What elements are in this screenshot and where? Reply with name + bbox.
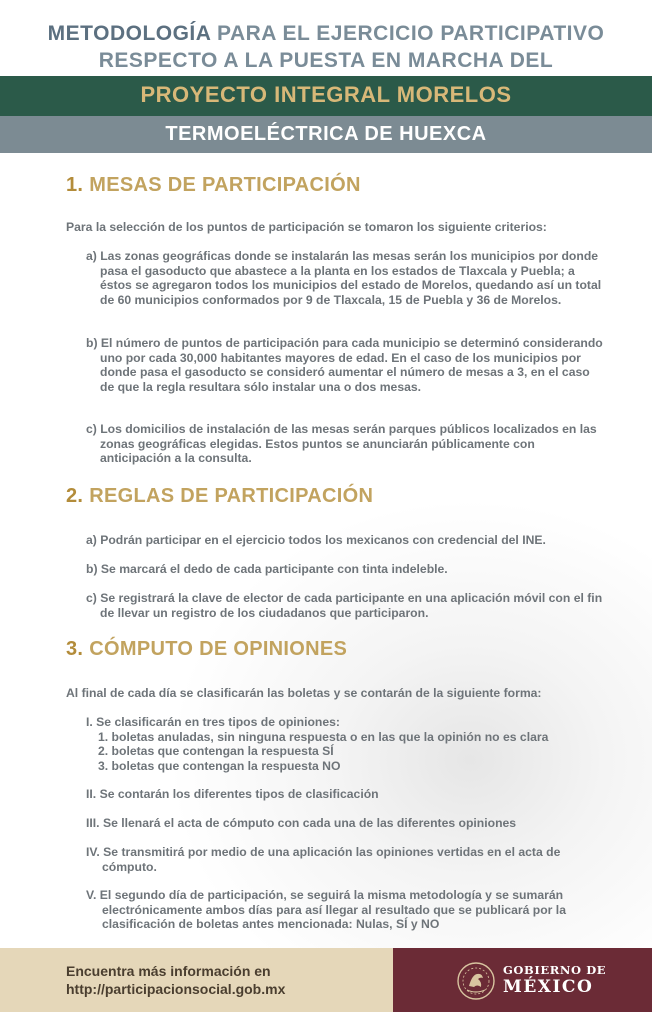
section3-item-v	[86, 888, 598, 932]
item-text: Se marcará el dedo de cada participante con tinta indeleble.	[100, 562, 448, 576]
section3-item-iii	[86, 816, 590, 831]
section2-item-c	[86, 591, 604, 620]
item-label: V.	[86, 888, 97, 902]
section1-heading	[66, 174, 361, 197]
section2-heading	[66, 485, 373, 508]
item-text: Se llenará el acta de cómputo con cada una de las diferentes opiniones	[102, 816, 517, 830]
section1-intro: Para la selección de los puntos de participación se tomaron los siguiente criterios:	[66, 220, 547, 234]
item-label: b)	[86, 562, 98, 576]
section1-number: 1.	[66, 174, 84, 196]
section2-number: 2.	[66, 485, 84, 507]
gov-line-1: GOBIERNO DE	[503, 963, 607, 977]
item-label: c)	[86, 422, 97, 436]
item-label: b)	[86, 336, 98, 350]
section2-item-b	[86, 562, 604, 577]
item-text: El segundo día de participación, se seguirá la misma metodología y se sumarán electrónicamente ambos días para así llegar al resultado que se publicará por la clasificación de boletas antes mencionada: Nulas, SÍ y NO	[99, 888, 566, 932]
item-text: Las zonas geográficas donde se instalarán las mesas serán los municipios por donde pasa el gasoducto que abastece a la planta en los estados de Tlaxcala y Puebla; a éstos se agregaron todos los municipios del estado de Morelos, quedando así un total de 60 municipios conformados por 9 de Tlaxcala, 15 de Puebla y 36 de Morelos.	[100, 249, 602, 307]
footer-info-line: Encuentra más información en	[66, 963, 271, 979]
subtitle-band	[0, 116, 652, 153]
item-text: El número de puntos de participación para cada municipio se determinó considerando uno por cada 30,000 habitantes mayores de edad. En el caso de los municipios por donde pasa el gasoducto se consideró aumentar el número de mesas a 3, en el caso de que la regla resultara sólo instalar una o dos mesas.	[100, 336, 603, 394]
section3-number: 3.	[66, 638, 84, 660]
item-label: c)	[86, 591, 97, 605]
footer-link[interactable]: http://participacionsocial.gob.mx	[66, 981, 286, 997]
section3-title: CÓMPUTO DE OPINIONES	[89, 638, 348, 660]
section3-intro: Al final de cada día se clasificarán las boletas y se contarán de la siguiente forma:	[66, 686, 542, 700]
section3-item-iv	[86, 845, 598, 874]
section1-item-b	[86, 336, 604, 394]
project-band	[0, 76, 652, 116]
gov-line-2: MÉXICO	[503, 977, 594, 997]
section2-item-a	[86, 533, 604, 548]
project-title: PROYECTO INTEGRAL MORELOS	[140, 82, 512, 107]
subitem-2: 2. boletas que contengan la respuesta SÍ	[98, 744, 334, 758]
title-line-2: RESPECTO A LA PUESTA EN MARCHA DEL	[98, 49, 554, 72]
section1-title: MESAS DE PARTICIPACIÓN	[89, 174, 361, 196]
item-label: II.	[86, 787, 97, 801]
item-text: Se contarán los diferentes tipos de clasificación	[99, 787, 379, 801]
footer-info-panel	[0, 948, 393, 1012]
section3-item-i	[86, 715, 590, 730]
item-text: Se registrará la clave de elector de cada participante en una aplicación móvil con el fin de llevar un registro de los ciudadanos que participaron.	[100, 591, 603, 620]
section3-item-ii	[86, 787, 590, 802]
item-label: III.	[86, 816, 100, 830]
section1-item-a	[86, 249, 604, 307]
item-label: a)	[86, 249, 97, 263]
item-text: Podrán participar en el ejercicio todos los mexicanos con credencial del INE.	[100, 533, 546, 547]
item-label: IV.	[86, 845, 100, 859]
coat-of-arms-icon	[455, 960, 497, 1002]
subtitle: TERMOELÉCTRICA DE HUEXCA	[165, 123, 487, 145]
section3-heading	[66, 638, 347, 661]
section1-item-c	[86, 422, 604, 466]
subitem-3: 3. boletas que contengan la respuesta NO	[98, 759, 341, 773]
item-label: I.	[86, 715, 93, 729]
section2-title: REGLAS DE PARTICIPACIÓN	[89, 485, 374, 507]
item-text: Se transmitirá por medio de una aplicación las opiniones vertidas en el acta de cómputo.	[102, 845, 561, 874]
title-line-1	[0, 22, 652, 46]
subitem-1: 1. boletas anuladas, sin ninguna respuesta o en las que la opinión no es clara	[98, 730, 549, 744]
title-rest: PARA EL EJERCICIO PARTICIPATIVO	[217, 22, 605, 45]
title-strong: METODOLOGÍA	[47, 22, 211, 45]
item-text: Los domicilios de instalación de las mesas serán parques públicos localizados en las zonas geográficas elegidas. Estos puntos se anunciarán públicamente con anticipación a la consulta.	[100, 422, 597, 466]
item-label: a)	[86, 533, 97, 547]
item-text: Se clasificarán en tres tipos de opiniones:	[96, 715, 340, 729]
